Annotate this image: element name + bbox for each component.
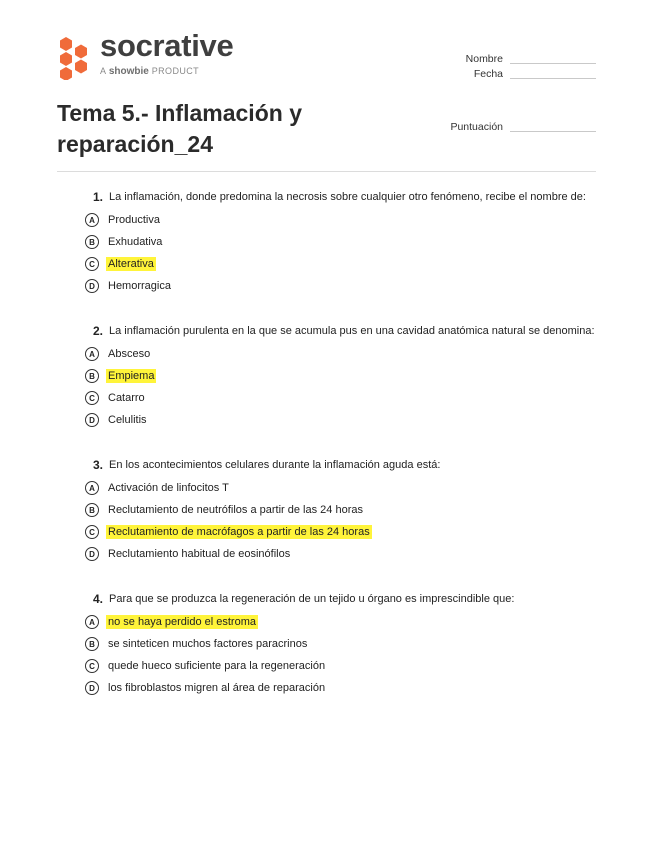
question-text: La inflamación purulenta en la que se acumula pus en una cavidad anatómica natural se denomina: <box>109 325 595 337</box>
answer-option-d[interactable] <box>85 409 597 431</box>
answer-option-b[interactable] <box>85 633 597 655</box>
header-divider <box>57 171 596 172</box>
date-line[interactable] <box>510 78 596 79</box>
option-text: quede hueco suficiente para la regeneración <box>108 660 326 672</box>
answer-option-a[interactable] <box>85 343 597 365</box>
question-text: En los acontecimientos celulares durante la inflamación aguda está: <box>109 459 441 471</box>
answer-option-a[interactable] <box>85 209 597 231</box>
date-label: Fecha <box>473 68 503 80</box>
question-4 <box>85 592 597 699</box>
page-title: Tema 5.- Inflamación y reparación_24 <box>57 100 302 157</box>
answer-option-d[interactable] <box>85 275 597 297</box>
option-letter-icon: C <box>85 391 99 405</box>
name-field <box>440 53 503 65</box>
answer-option-d[interactable] <box>85 677 597 699</box>
option-text: Reclutamiento de neutrófilos a partir de las 24 horas <box>108 504 363 516</box>
option-letter-icon: A <box>85 615 99 629</box>
question-number: 3. <box>92 458 103 472</box>
question-number: 2. <box>92 324 103 338</box>
question-3 <box>85 458 597 565</box>
option-text: Catarro <box>108 392 145 404</box>
answer-option-c[interactable] <box>85 387 597 409</box>
question-header <box>85 324 597 339</box>
option-text: Absceso <box>108 348 151 360</box>
option-text: los fibroblastos migren al área de reparación <box>108 682 326 694</box>
question-text: Para que se produzca la regeneración de un tejido u órgano es imprescindible que: <box>109 593 515 605</box>
question-header <box>85 458 597 473</box>
option-text: no se haya perdido el estroma <box>108 616 256 628</box>
answer-option-a[interactable] <box>85 477 597 499</box>
question-number: 1. <box>92 190 103 204</box>
option-letter-icon: B <box>85 637 99 651</box>
answer-option-b[interactable] <box>85 499 597 521</box>
option-letter-icon: A <box>85 481 99 495</box>
answer-option-a[interactable] <box>85 611 597 633</box>
date-field <box>440 68 503 80</box>
name-line[interactable] <box>510 63 596 64</box>
option-letter-icon: B <box>85 369 99 383</box>
hexagon-cluster-icon <box>57 36 93 80</box>
option-letter-icon: B <box>85 235 99 249</box>
option-letter-icon: D <box>85 413 99 427</box>
answer-option-d[interactable] <box>85 543 597 565</box>
answer-option-c[interactable] <box>85 253 597 275</box>
question-2 <box>85 324 597 431</box>
option-text: Productiva <box>108 214 160 226</box>
answer-option-c[interactable] <box>85 521 597 543</box>
option-letter-icon: C <box>85 525 99 539</box>
question-number: 4. <box>92 592 103 606</box>
option-letter-icon: A <box>85 213 99 227</box>
option-text: Hemorragica <box>108 280 171 292</box>
option-letter-icon: B <box>85 503 99 517</box>
option-letter-icon: D <box>85 547 99 561</box>
option-text: Exhudativa <box>108 236 163 248</box>
score-label: Puntuación <box>450 121 503 133</box>
option-letter-icon: C <box>85 659 99 673</box>
answer-option-c[interactable] <box>85 655 597 677</box>
option-letter-icon: A <box>85 347 99 361</box>
brand-name: socrative <box>100 28 234 63</box>
option-text: Empiema <box>108 370 155 382</box>
brand-subtitle: A showbie PRODUCT <box>100 66 200 77</box>
option-text: Alterativa <box>108 258 154 270</box>
question-header <box>85 592 597 607</box>
option-letter-icon: D <box>85 681 99 695</box>
score-field <box>440 121 503 133</box>
option-text: Activación de linfocitos T <box>108 482 229 494</box>
answer-option-b[interactable] <box>85 365 597 387</box>
question-list <box>85 190 597 726</box>
option-text: Reclutamiento de macrófagos a partir de las 24 horas <box>108 526 370 538</box>
question-header <box>85 190 597 205</box>
option-text: Reclutamiento habitual de eosinófilos <box>108 548 291 560</box>
question-1 <box>85 190 597 297</box>
option-letter-icon: D <box>85 279 99 293</box>
answer-option-b[interactable] <box>85 231 597 253</box>
name-label: Nombre <box>465 53 503 65</box>
option-text: Celulitis <box>108 414 147 426</box>
question-text: La inflamación, donde predomina la necrosis sobre cualquier otro fenómeno, recibe el nombre de: <box>109 191 586 203</box>
option-text: se sinteticen muchos factores paracrinos <box>108 638 308 650</box>
score-line[interactable] <box>510 131 596 132</box>
option-letter-icon: C <box>85 257 99 271</box>
